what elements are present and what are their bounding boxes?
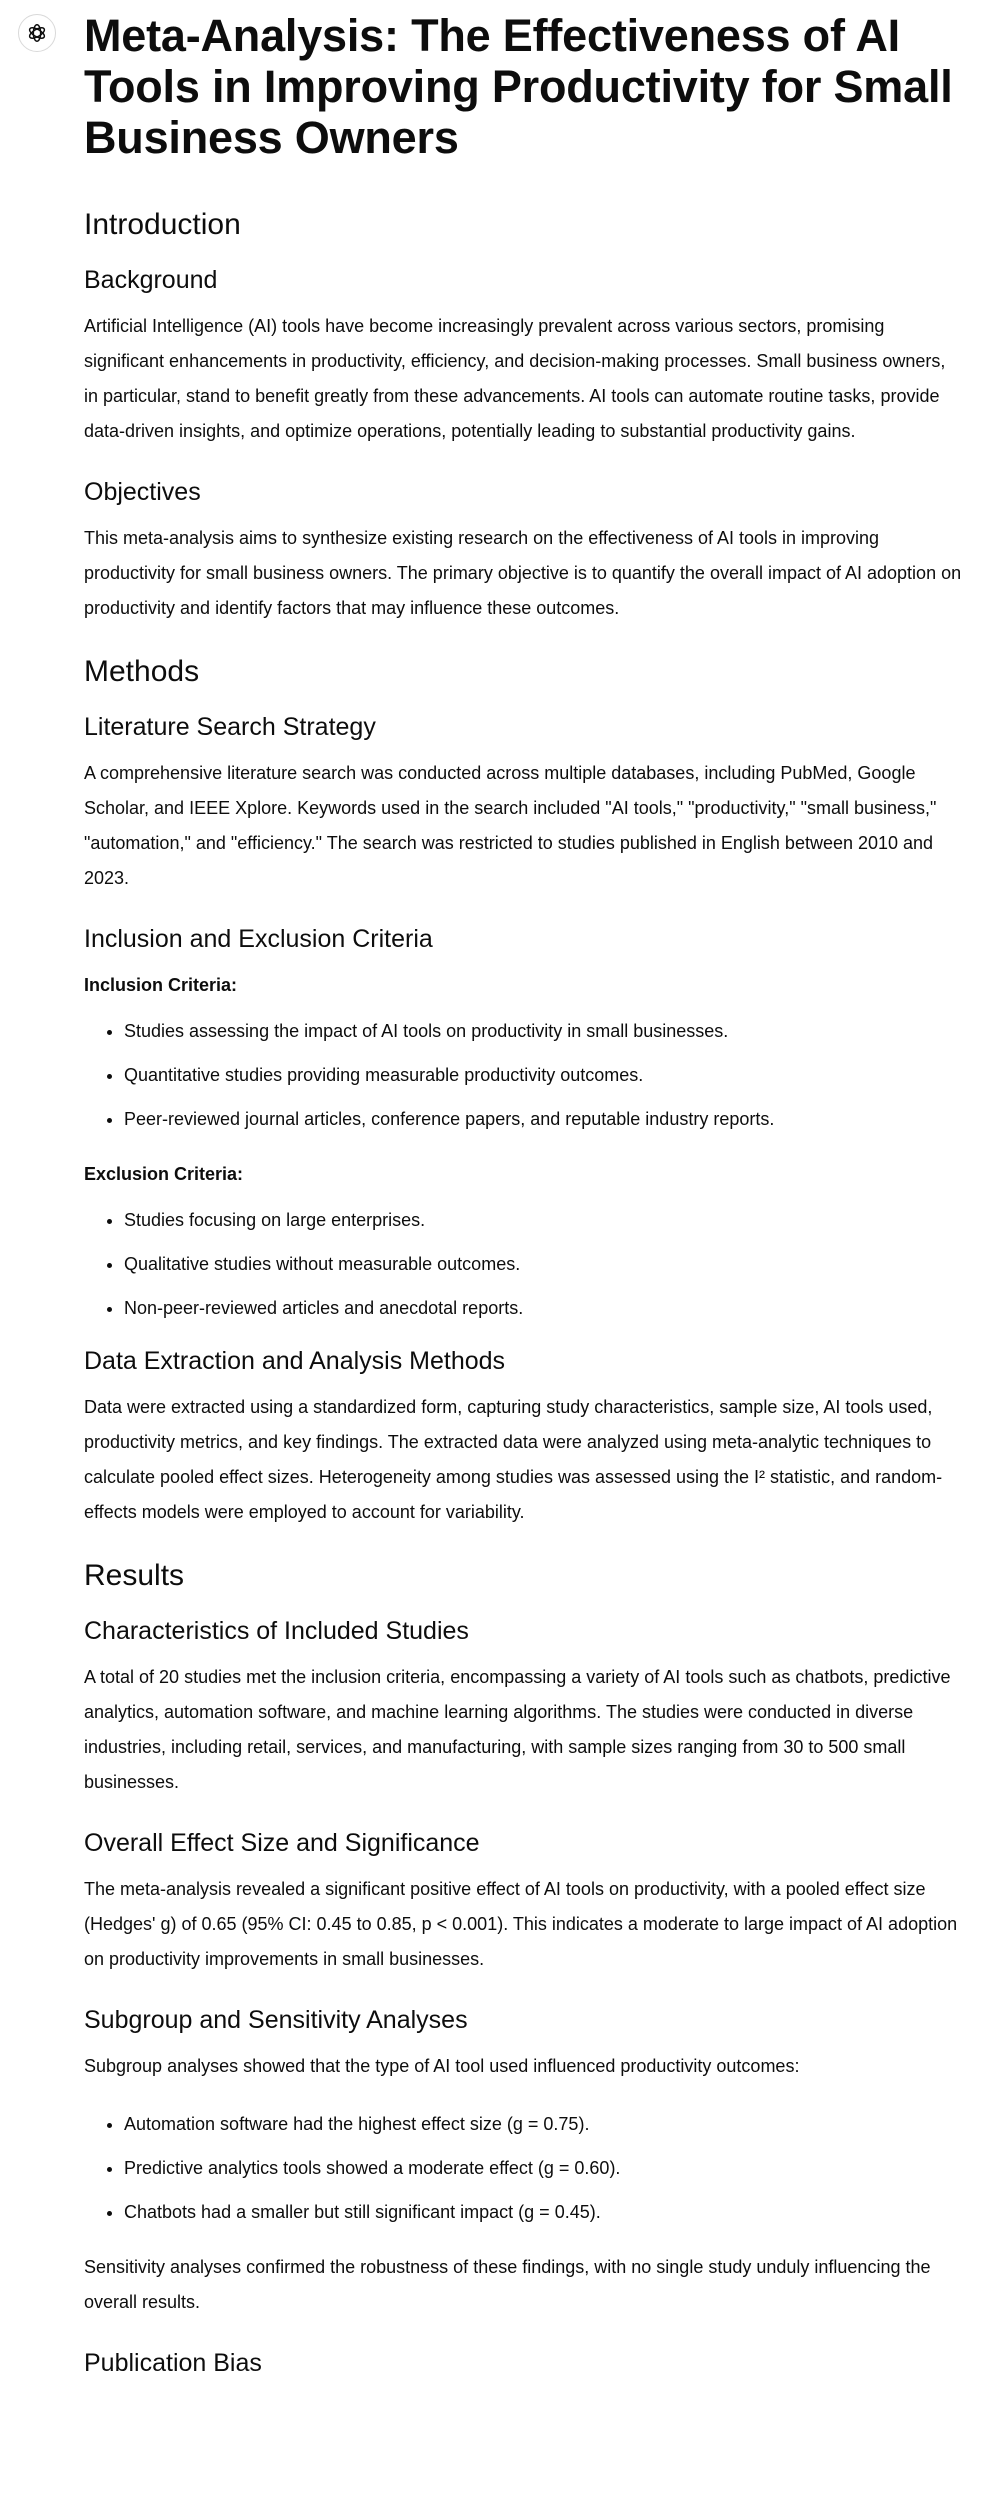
results-heading: Results — [84, 1559, 185, 1592]
effect-size-heading: Overall Effect Size and Significance — [84, 1829, 480, 1857]
inclusion-label: Inclusion Criteria: — [84, 975, 238, 995]
search-strategy-text: A comprehensive literature search was conducted across multiple databases, including PubMed, Google Scholar, and IEEE Xplore. Keywords used in the search included "AI tools," "productivity," "small business," "automation," and "efficiency." The search was restricted to studies published in English between 2010 and 2023. — [84, 763, 937, 888]
sensitivity-text: Sensitivity analyses confirmed the robustness of these findings, with no single study unduly influencing the overall results. — [84, 2257, 931, 2312]
list-item: • Quantitative studies providing measurable productivity outcomes. — [124, 1063, 964, 1087]
search-strategy-heading: Literature Search Strategy — [84, 713, 376, 741]
subgroup-intro: Subgroup analyses showed that the type of AI tool used influenced productivity outcomes: — [84, 2056, 800, 2076]
assistant-avatar — [18, 14, 56, 52]
objectives-heading: Objectives — [84, 478, 201, 506]
extraction-heading: Data Extraction and Analysis Methods — [84, 1347, 506, 1375]
extraction-text: Data were extracted using a standardized form, capturing study characteristics, sample size, AI tools used, productivity metrics, and key findings. The extracted data were analyzed using meta-analytic techniques to calculate pooled effect sizes. Heterogeneity among studies was assessed using the I² statistic, and random-effects models were employed to account for variability. — [84, 1397, 943, 1522]
inclusion-list — [84, 1019, 964, 1131]
list-item: • Automation software had the highest effect size (g = 0.75). — [124, 2112, 964, 2136]
list-item: • Non-peer-reviewed articles and anecdotal reports. — [124, 1296, 964, 1320]
list-item: • Qualitative studies without measurable outcomes. — [124, 1252, 964, 1276]
exclusion-label: Exclusion Criteria: — [84, 1164, 244, 1184]
effect-size-text: The meta-analysis revealed a significant positive effect of AI tools on productivity, with a pooled effect size (Hedges' g) of 0.65 (95% CI: 0.45 to 0.85, p < 0.001). This indicates a moderate to large impact of AI adoption on productivity improvements in small businesses. — [84, 1879, 958, 1969]
openai-logo-icon — [26, 22, 48, 44]
message-content — [84, 10, 964, 2392]
list-item: • Predictive analytics tools showed a moderate effect (g = 0.60). — [124, 2156, 964, 2180]
list-item: • Studies assessing the impact of AI tools on productivity in small businesses. — [124, 1019, 964, 1043]
introduction-heading: Introduction — [84, 208, 241, 241]
publication-bias-heading: Publication Bias — [84, 2349, 262, 2377]
background-heading: Background — [84, 266, 218, 294]
exclusion-list — [84, 1208, 964, 1320]
objectives-text: This meta-analysis aims to synthesize existing research on the effectiveness of AI tools in improving productivity for small business owners. The primary objective is to quantify the overall impact of AI adoption on productivity and identify factors that may influence these outcomes. — [84, 528, 962, 618]
criteria-heading: Inclusion and Exclusion Criteria — [84, 925, 433, 953]
characteristics-text: A total of 20 studies met the inclusion criteria, encompassing a variety of AI tools such as chatbots, predictive analytics, automation software, and machine learning algorithms. The studies were conducted in diverse industries, including retail, services, and manufacturing, with sample sizes ranging from 30 to 500 small businesses. — [84, 1667, 951, 1792]
subgroup-heading: Subgroup and Sensitivity Analyses — [84, 2006, 468, 2034]
background-text: Artificial Intelligence (AI) tools have become increasingly prevalent across various sectors, promising significant enhancements in productivity, efficiency, and decision-making processes. Small business owners, in particular, stand to benefit greatly from these advancements. AI tools can automate routine tasks, provide data-driven insights, and optimize operations, potentially leading to substantial productivity gains. — [84, 316, 946, 441]
methods-heading: Methods — [84, 655, 200, 688]
list-item: • Peer-reviewed journal articles, conference papers, and reputable industry reports. — [124, 1107, 964, 1131]
list-item: • Chatbots had a smaller but still significant impact (g = 0.45). — [124, 2200, 964, 2224]
characteristics-heading: Characteristics of Included Studies — [84, 1617, 469, 1645]
document-title: Meta-Analysis: The Effectiveness of AI Tools in Improving Productivity for Small Business Owners — [84, 10, 953, 163]
list-item: • Studies focusing on large enterprises. — [124, 1208, 964, 1232]
subgroup-list — [84, 2112, 964, 2224]
